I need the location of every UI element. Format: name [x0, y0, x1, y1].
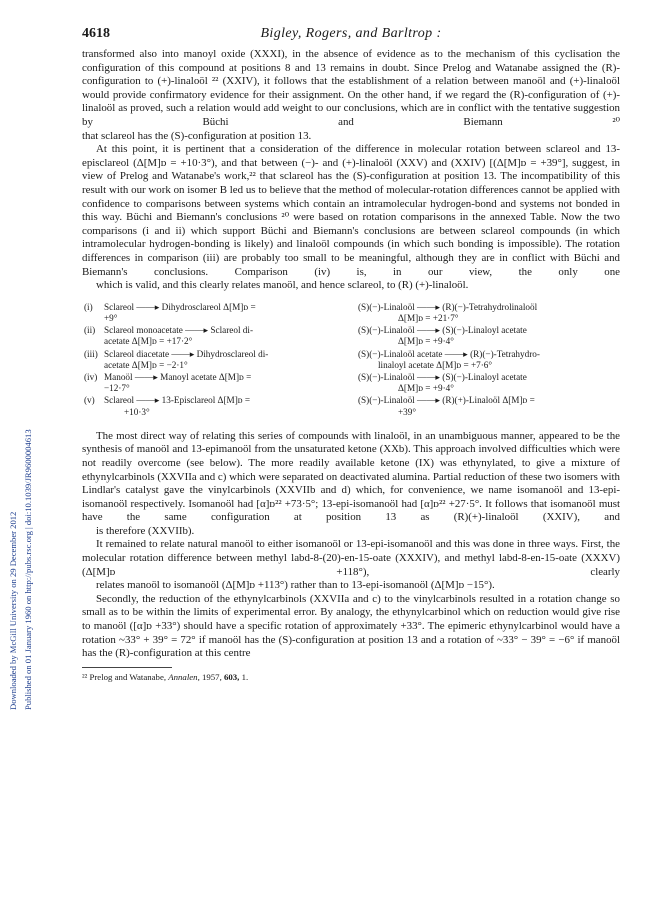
download-watermark — [6, 150, 40, 710]
table-row: (iv) Manoöl ——▸ Manoyl acetate Δ[M]ᴅ = −12·7° — [84, 371, 252, 394]
sclareol-column — [82, 302, 346, 419]
page-number: 4618 — [82, 26, 110, 41]
paragraph-5: Secondly, the reduction of the ethynylcarbinols (XXVIIa and c) to the vinylcarbinols resulted in a rotation change so small as to be within the limits of experimental error. By analogy, the ethynylcarbinol which on reduction would give rise to manoöl ([α]ᴅ +33°) should have a specific rotation of approximately +33°. The epimeric ethynylcarbinol would have a rotation ~33° + 39° = 72° if manoöl has the (S)-configuration at position 13 and a rotation of ~33° − 39° = −6° if manoöl has the (R)-configuration at this centre — [82, 592, 620, 660]
download-notice: Downloaded by McGill University on 29 December 2012 — [8, 511, 18, 710]
footnote-divider — [82, 667, 172, 668]
table-row: (S)(−)-Linaloöl ——▸ (R)(+)-Linaloöl Δ[M]ᴅ = +39° — [358, 395, 535, 417]
footnote-page: 1. — [241, 671, 249, 682]
table-row: (ii) Sclareol monoacetate ——▸ Sclareol di- acetate Δ[M]ᴅ = +17·2° — [84, 325, 254, 347]
table-row: (iii) Sclareol diacetate ——▸ Dihydrosclareol di- acetate Δ[M]ᴅ = −2·1° — [84, 348, 269, 370]
table-row: (S)(−)-Linaloöl acetate ——▸ (R)(−)-Tetrahydro- linaloyl acetate Δ[M]ᴅ = +7·6° — [358, 348, 540, 370]
paragraph-4: It remained to relate natural manoöl to either isomanoöl or 13-epi-isomanoöl and this was done in three ways. First, the molecular rotation difference between methyl labd-8-(20)-en-15-oate (XXXIV), and methyl labd-8-en-15-oate (XXXV) (Δ[M]ᴅ +118°), clearly relates manoöl to isomanoöl (Δ[M]ᴅ +113°) rather than to 13-epi-isomanoöl (Δ[M]ᴅ −15°). — [82, 538, 620, 592]
paragraph-1: transformed also into manoyl oxide (XXXI), in the absence of evidence as to the mechanism of this cyclisation the configuration of this compound at positions 8 and 13 remains in doubt. Since Prelog and Watanabe assigned the (R)-configuration to (+)-linaloöl ²² (XXIV), it follows that the establishment of a relation between manoöl and (+)-linaloöl would provide confirmatory evidence for their assignment. On the other hand, if we regard the (R)-configuration of (+)-linaloöl as proved, such a relation would add weight to our conclusions, which are in conflict with the tentative suggestion by Büchi and Biemann ²⁰ that sclareol has the (S)-configuration at position 13. — [82, 48, 620, 142]
footnote-journal: Annalen, — [168, 671, 200, 682]
footnote-volume: 603, — [223, 671, 240, 682]
rotation-comparison-table — [82, 302, 620, 419]
table-row: (S)(−)-Linaloöl ——▸ (S)(−)-Linaloyl acetate Δ[M]ᴅ = +9·4° — [358, 325, 527, 347]
footnote-year: 1957, — [201, 671, 222, 682]
publication-notice: Published on 01 January 1960 on http://pubs.rsc.org | doi:10.1039/JR9600004613 — [23, 429, 33, 710]
running-head — [82, 26, 620, 48]
paragraph-2: At this point, it is pertinent that a consideration of the difference in molecular rotation between sclareol and 13-episclareol (Δ[M]ᴅ = +10·3°), and that between (−)- and (+)-linaloöl (XXV) and (XXIV) [(Δ[M]ᴅ = +39°], suggest, in view of Prelog and Watanabe's work,²² that sclareol has the (S)-configuration at position 13. The incompatibility of this result with our work on isomer B led us to believe that the method of molecular-rotation differences cannot be applied with confidence to comparisons between systems which contain an intramolecular hydrogen-bond and systems not bonded in this way. Büchi and Biemann's conclusions ²⁰ were based on rotation comparisons in the annexed Table. Now the two comparisons (i and ii) which support Büchi and Biemann's conclusions are between sclareol compounds (in which intramolecular hydrogen-bonding is likely) and linaloöl compounds (in which such bonding is impossible). The rotation differences in comparison (iii) are probably too small to be meaningful, although they are in conflict with Büchi and Biemann's conclusions. Comparison (iv) is, in our view, the only one which is valid, and this clearly relates manoöl, and hence sclareol, to (R) (+)-linaloöl. — [82, 143, 620, 292]
footnote-authors: Prelog and Watanabe, — [89, 671, 167, 682]
table-row: (v) Sclareol ——▸ 13-Episclareol Δ[M]ᴅ = +10·3° — [84, 395, 251, 417]
table-row: (S)(−)-Linaloöl ——▸ (R)(−)-Tetrahydrolinaloöl Δ[M]ᴅ = +21·7° — [358, 301, 538, 323]
page — [82, 26, 620, 683]
table-row: (i) Sclareol ——▸ Dihydrosclareol Δ[M]ᴅ = +9° — [84, 301, 256, 323]
linalool-column — [346, 302, 620, 419]
running-title: Bigley, Rogers, and Barltrop : — [260, 26, 442, 41]
table-row: (S)(−)-Linaloöl ——▸ (S)(−)-Linaloyl acetate Δ[M]ᴅ = +9·4° — [358, 371, 527, 394]
paragraph-3: The most direct way of relating this series of compounds with linaloöl, in an unambiguous manner, appeared to be the synthesis of manoöl and 13-epimanoöl from the unsaturated ketone (XXb). This approach involved difficulties which were not readily overcome (see below). The more readily available ketone (IX) was ethynylated, to give a mixture of ethynylcarbinols (XXVIIa and c) which were separated on deactivated alumina. Partial reduction of these two isomers with Lindlar's catalyst gave the vinylcarbinols (XXVIIb and d) which, for convenience, we name isomanoöl and 13-epi-isomanoöl respectively. Isomanoöl had [α]ᴅ²² +73·5°; 13-epi-isomanoöl had [α]ᴅ²² +27·5°. It follows that isomanoöl must have the same configuration at position 13 as (R)(+)-linaloöl (XXIV), and is therefore (XXVIIb). — [82, 429, 620, 537]
footnote — [82, 672, 620, 683]
article-body — [82, 48, 620, 661]
footnote-number: ²² — [82, 671, 88, 682]
